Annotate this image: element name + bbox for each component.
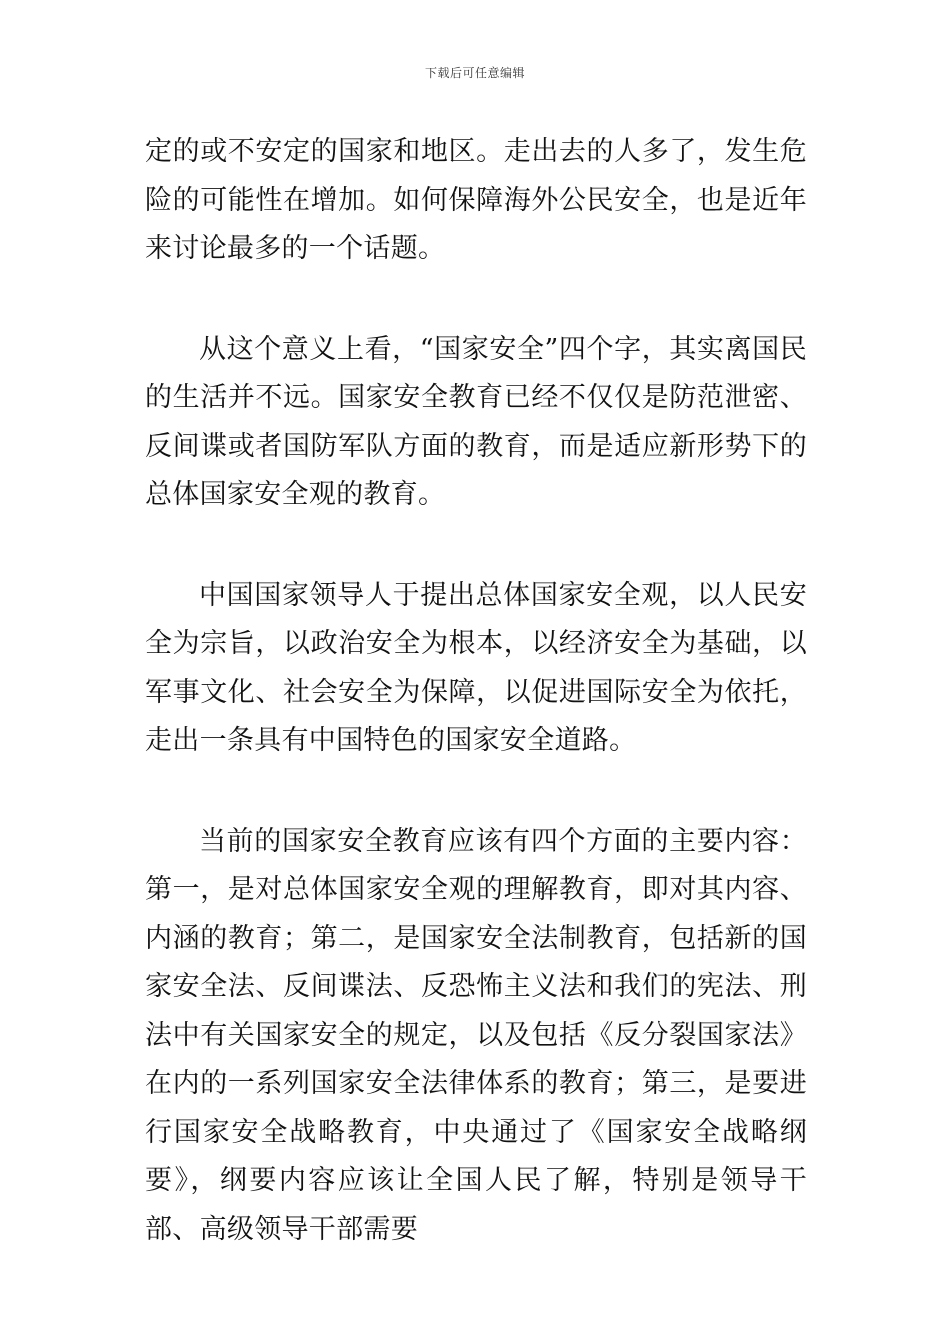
document-body <box>145 128 807 1306</box>
paragraph-national-security-meaning: 从这个意义上看，“国家安全”四个字，其实离国民的生活并不远。国家安全教育已经不仅仅是防范泄密、反间谍或者国防军队方面的教育，而是适应新形势下的总体国家安全观的教育。 <box>145 333 807 510</box>
paragraph-continuation: 定的或不安定的国家和地区。走出去的人多了，发生危险的可能性在增加。如何保障海外公民安全，也是近年来讨论最多的一个话题。 <box>145 136 807 264</box>
paragraph-overall-security-concept: 中国国家领导人于提出总体国家安全观，以人民安全为宗旨，以政治安全为根本，以经济安全为基础，以军事文化、社会安全为保障，以促进国际安全为依托，走出一条具有中国特色的国家安全道路。 <box>145 579 807 756</box>
paragraph-education-content: 当前的国家安全教育应该有四个方面的主要内容：第一，是对总体国家安全观的理解教育，即对其内容、内涵的教育；第二，是国家安全法制教育，包括新的国家安全法、反间谍法、反恐怖主义法和我们的宪法、刑法中有关国家安全的规定，以及包括《反分裂国家法》在内的一系列国家安全法律体系的教育；第三，是要进行国家安全战略教育，中央通过了《国家安全战略纲要》，纲要内容应该让全国人民了解，特别是领导干部、高级领导干部需要 <box>145 825 807 1245</box>
page-header: 下载后可任意编辑 <box>424 66 525 80</box>
